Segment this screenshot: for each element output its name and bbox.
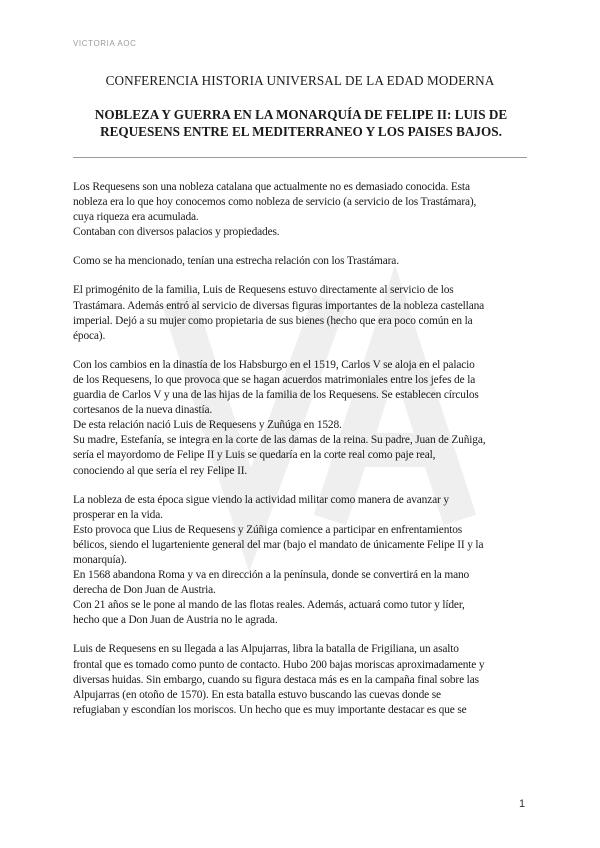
text-line: cuya riqueza era acumulada. [73, 211, 199, 224]
text-line: conociendo al que sería el rey Felipe II. [73, 464, 248, 477]
text-line: cortesanos de la nueva dinastía. [73, 404, 213, 417]
text-line: refugiaban y escondían los moriscos. Un hecho que es muy importante destacar es que se [73, 703, 467, 716]
text-line: de los Requesens, lo que provoca que se hagan acuerdos matrimoniales entre los jefes de la [73, 373, 476, 386]
text-line: monarquía). [73, 553, 127, 566]
text-line: Luis de Requesens en su llegada a las Alpujarras, libra la batalla de Frigiliana, un asalto [73, 643, 459, 656]
paragraph [73, 358, 535, 479]
text-line: El primogénito de la familia, Luis de Requesens estuvo directamente al servicio de los [73, 284, 454, 297]
text-line: prosperar en la vida. [73, 508, 163, 521]
text-line: Trastámara. Además entró al servicio de diversas figuras importantes de la nobleza castellana [73, 299, 485, 312]
document-title-line: REQUESENS ENTRE EL MEDITERRANEO Y LOS PAISES BAJOS. [100, 124, 502, 139]
text-line: Contaban con diversos palacios y propiedades. [73, 226, 280, 239]
paragraph [73, 493, 535, 629]
text-line: hecho que a Don Juan de Austria no le agrada. [73, 614, 278, 627]
text-line: frontal que es tomado como punto de contacto. Hubo 200 bajas moriscas aproximadamente y [73, 658, 485, 671]
text-line: guardia de Carlos V y una de las hijas de la familia de los Requesens. Se establecen círculos [73, 389, 479, 402]
text-line: bélicos, siendo el lugarteniente general del mar (bajo el mandato de únicamente Felipe II y la [73, 538, 484, 551]
text-line: Esto provoca que Lius de Requesens y Zúñiga comience a participar en enfrentamientos [73, 523, 463, 536]
document-title-line: NOBLEZA Y GUERRA EN LA MONARQUÍA DE FELIPE II: LUIS DE [94, 107, 508, 122]
text-line: sería el mayordomo de Felipe II y Luis se quedaría en la corte real como paje real, [73, 449, 436, 462]
text-line: época). [73, 329, 106, 342]
document-body [73, 180, 535, 732]
text-line: nobleza era lo que hoy conocemos como nobleza de servicio (a servicio de los Trastámara), [73, 196, 477, 209]
text-line: Los Requesens son una nobleza catalana que actualmente no es demasiado conocida. Esta [73, 181, 470, 193]
text-line: diversas huidas. Sin embargo, cuando su figura destaca más es en la campaña final sobre las [73, 673, 479, 686]
text-line: Alpujarras (en otoño de 1570). En esta batalla estuvo buscando las cuevas donde se [73, 688, 441, 701]
page-number: 1 [519, 798, 526, 810]
text-line: En 1568 abandona Roma y va en dirección a la península, donde se convertirá en la mano [73, 569, 470, 582]
header-watermark-label: VICTORIA AOC [73, 39, 137, 48]
paragraph [73, 180, 535, 240]
text-line: La nobleza de esta época sigue viendo la actividad militar como manera de avanzar y [73, 493, 449, 506]
text-line: Con los cambios en la dinastía de los Habsburgo en el 1519, Carlos V se aloja en el palacio [73, 358, 475, 371]
text-line: imperial. Dejó a su mujer como propietaria de sus bienes (hecho que era poco común en la [73, 314, 473, 327]
text-line: De esta relación nació Luis de Requesens y Zuñúga en 1528. [73, 419, 342, 432]
text-line: Con 21 años se le pone al mando de las flotas reales. Además, actuará como tutor y líder, [73, 599, 465, 612]
text-line: derecha de Don Juan de Austria. [73, 584, 216, 597]
course-title: CONFERENCIA HISTORIA UNIVERSAL DE LA EDAD MODERNA [105, 73, 495, 88]
text-line: Su madre, Estefanía, se integra en la corte de las damas de la reina. Su padre, Juan de Zuñiga, [73, 434, 486, 447]
paragraph [73, 283, 535, 343]
title-divider [73, 157, 527, 158]
paragraph [73, 642, 535, 717]
paragraph [73, 254, 535, 269]
document-title [68, 106, 534, 140]
text-line: Como se ha mencionado, tenían una estrecha relación con los Trastámara. [73, 255, 399, 268]
